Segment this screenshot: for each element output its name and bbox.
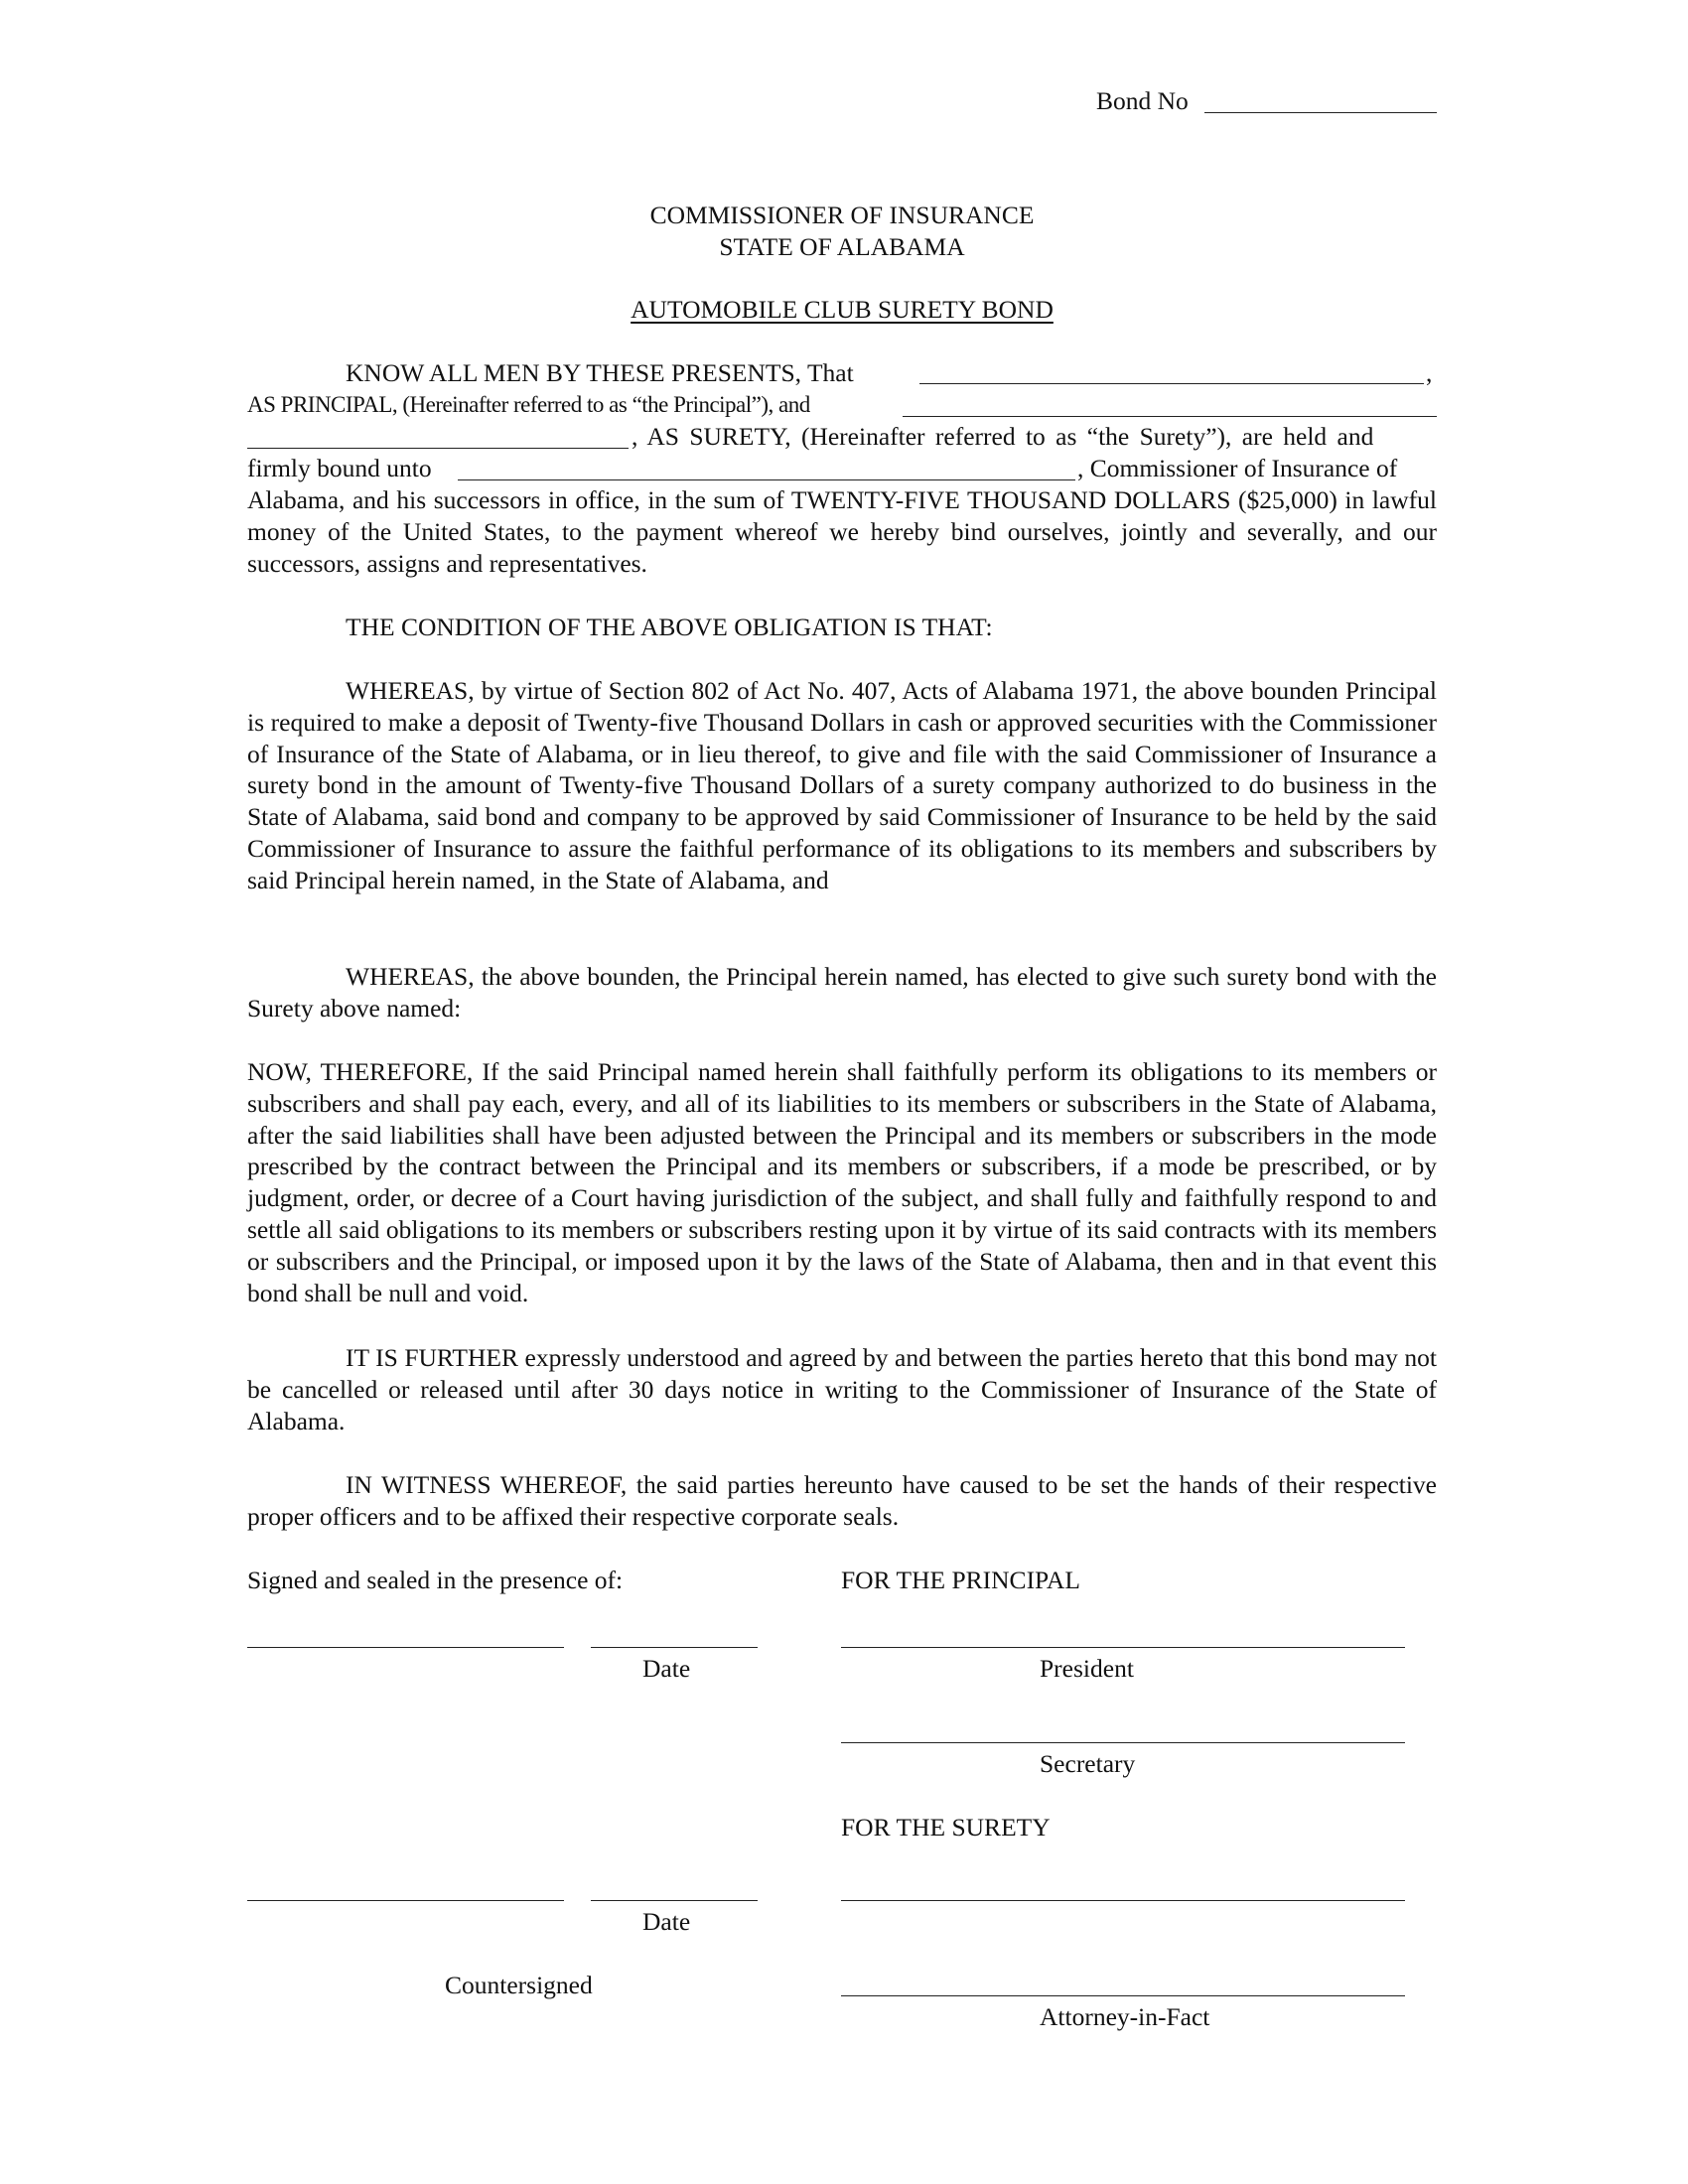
- president-signature-line[interactable]: [841, 1647, 1405, 1648]
- witness-paragraph: [247, 1469, 1437, 1533]
- for-surety-label: FOR THE SURETY: [841, 1813, 1051, 1842]
- bond-no-label: Bond No: [1096, 86, 1189, 115]
- title-line-2: STATE OF ALABAMA: [719, 232, 965, 261]
- for-principal-label: FOR THE PRINCIPAL: [841, 1566, 1080, 1594]
- attorney-in-fact-label: Attorney-in-Fact: [1040, 2002, 1210, 2031]
- intro-line-2: AS PRINCIPAL, (Hereinafter referred to as “the Principal”), and: [247, 392, 810, 417]
- whereas-paragraph-2: [247, 961, 1437, 1024]
- surety-name-blank-2[interactable]: [247, 448, 629, 449]
- signed-sealed-label: Signed and sealed in the presence of:: [247, 1566, 624, 1594]
- witness-signature-line-2[interactable]: [247, 1900, 564, 1901]
- condition-heading: THE CONDITION OF THE ABOVE OBLIGATION IS THAT:: [346, 613, 993, 641]
- intro-line-4a: firmly bound unto: [247, 454, 432, 482]
- whereas-paragraph-1: [247, 675, 1437, 896]
- surety-signature-line[interactable]: [841, 1900, 1405, 1901]
- date-label-1: Date: [642, 1654, 691, 1683]
- whereas-2-text: WHEREAS, the above bounden, the Principal herein named, has elected to give such surety bond with the Surety above named:: [247, 962, 1437, 1023]
- whereas-1-text: WHEREAS, by virtue of Section 802 of Act No. 407, Acts of Alabama 1971, the above bounden Principal is required to make a deposit of Twenty-five Thousand Dollars in cash or approved securities with the Commissioner of Insurance of the State of Alabama, or in lieu thereof, to give and file with the said Commissioner of Insurance a surety bond in the amount of Twenty-five Thousand Dollars of a surety company authorized to do business in the State of Alabama, said bond and company to be approved by said Commissioner of Insurance to be held by the said Commissioner of Insurance to assure the faithful performance of its obligations to its members and subscribers by said Principal herein named, in the State of Alabama, and: [247, 676, 1437, 894]
- president-label: President: [1040, 1654, 1134, 1683]
- heading-text: AUTOMOBILE CLUB SURETY BOND: [631, 295, 1054, 324]
- bond-no-blank[interactable]: [1204, 112, 1437, 113]
- title-line-1: COMMISSIONER OF INSURANCE: [649, 201, 1035, 229]
- further-paragraph: [247, 1342, 1437, 1436]
- witness-text: IN WITNESS WHEREOF, the said parties hereunto have caused to be set the hands of their respective proper officers and to be affixed their respective corporate seals.: [247, 1470, 1437, 1531]
- principal-name-blank[interactable]: [919, 383, 1424, 384]
- intro-line-4b: , Commissioner of Insurance of: [1077, 454, 1398, 482]
- intro-line-1: KNOW ALL MEN BY THESE PRESENTS, That: [346, 358, 854, 387]
- surety-name-blank-1[interactable]: [903, 416, 1437, 417]
- date-label-2: Date: [642, 1907, 691, 1936]
- secretary-label: Secretary: [1040, 1749, 1136, 1778]
- intro-paragraph-rest: Alabama, and his successors in office, in the sum of TWENTY-FIVE THOUSAND DOLLARS ($25,000) in lawful money of the United States, to the payment whereof we hereby bind ourselves, jointly and severally, and our successors, assigns and representatives.: [247, 485, 1437, 578]
- witness-signature-line-1[interactable]: [247, 1647, 564, 1648]
- date-line-1[interactable]: [591, 1647, 758, 1648]
- date-line-2[interactable]: [591, 1900, 758, 1901]
- attorney-signature-line[interactable]: [841, 1995, 1405, 1996]
- countersigned-label: Countersigned: [445, 1971, 593, 1999]
- intro-line-3: , AS SURETY, (Hereinafter referred to as “the Surety”), are held and: [632, 422, 1374, 451]
- now-therefore-paragraph: NOW, THEREFORE, If the said Principal named herein shall faithfully perform its obligations to its members or subscribers and shall pay each, every, and all of its liabilities to its members or subscribers in the State of Alabama, after the said liabilities shall have been adjusted between the Principal and its members or subscribers in the mode prescribed by the contract between the Principal and its members or subscribers, if a mode be prescribed, or by judgment, order, or decree of a Court having jurisdiction of the subject, and shall fully and faithfully respond to and settle all said obligations to its members or subscribers resting upon it by virtue of its said contracts with its members or subscribers and the Principal, or imposed upon it by the laws of the State of Alabama, then and in that event this bond shall be null and void.: [247, 1057, 1437, 1307]
- intro-line-1-comma: ,: [1426, 358, 1433, 387]
- further-text: IT IS FURTHER expressly understood and agreed by and between the parties hereto that this bond may not be cancelled or released until after 30 days notice in writing to the Commissioner of Insurance of the State of Alabama.: [247, 1343, 1437, 1435]
- document-heading: [247, 294, 1437, 326]
- secretary-signature-line[interactable]: [841, 1742, 1405, 1743]
- commissioner-name-blank[interactable]: [458, 479, 1075, 480]
